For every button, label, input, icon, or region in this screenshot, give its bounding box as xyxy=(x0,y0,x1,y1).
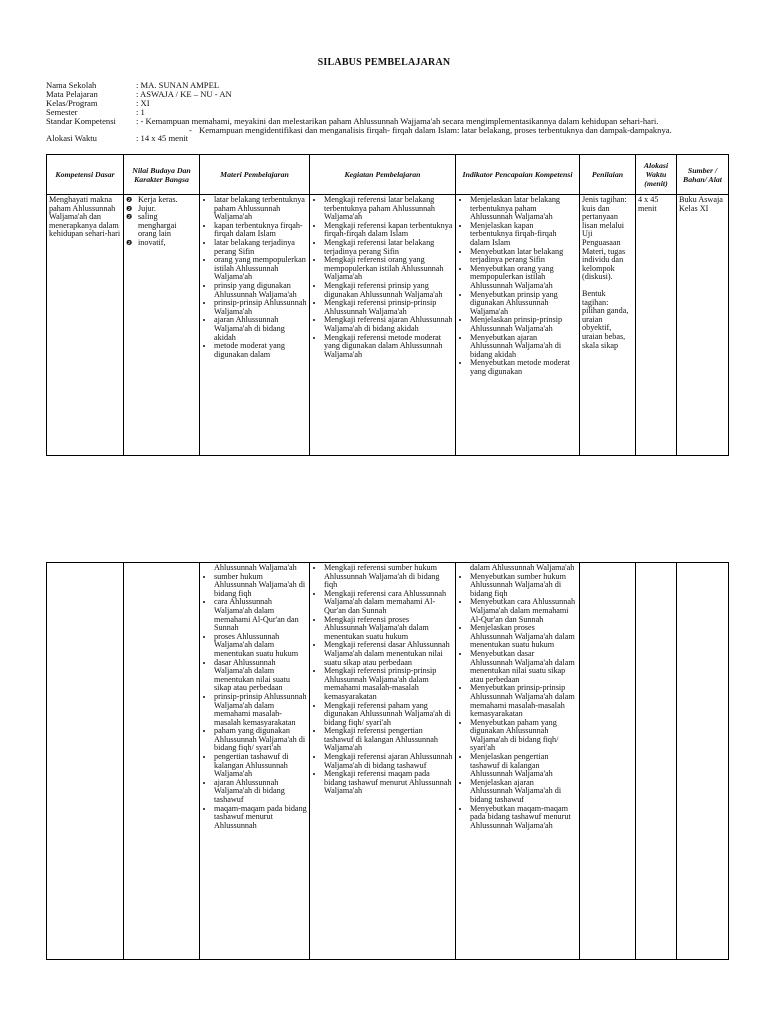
list-item: • ajaran Ahlussunnah Waljama'ah di bidang akidah xyxy=(214,316,307,342)
materi-list xyxy=(202,196,307,359)
list-item: • Menyebutkan prinsip yang digunakan Ahlussunnah Waljama'ah xyxy=(470,291,577,317)
list-item: • Menyebutkan sumber hukum Ahlussunnah Waljama'ah di bidang fiqh xyxy=(470,573,577,599)
list-item: • Mengkaji referensi orang yang mempopulerkan istilah Ahlussunnah Waljama'ah xyxy=(324,256,453,282)
list-item: • Menjelaskan latar belakang terbentuknya paham Ahlussunnah Waljama'ah xyxy=(470,196,577,222)
materi-lead: Ahlussunnah Waljama'ah xyxy=(214,563,297,572)
table-row xyxy=(47,563,729,960)
list-item: • latar belakang terbentuknya paham Ahlussunnah Waljama'ah xyxy=(214,196,307,222)
list-item: • prinsip-prinsip Ahlussunnah Waljama'ah xyxy=(214,299,307,316)
list-item: • Menyebutkan orang yang mempopulerkan istilah Ahlussunnah Waljama'ah xyxy=(470,265,577,291)
meta-value: : XI xyxy=(136,97,150,108)
list-item: • Mengkaji referensi latar belakang terbentuknya paham Ahlussunnah Waljama'ah xyxy=(324,196,453,222)
indikator-lead: dalam Ahlussunnah Waljama'ah xyxy=(470,563,575,572)
list-item: • Mengkaji referensi sumber hukum Ahlussunnah Waljama'ah di bidang fiqh xyxy=(324,564,453,590)
list-item: • Menyebutkan prinsip-prinsip Ahlussunnah Waljama'ah dalam memahami masalah-masalah kemasyarakatan xyxy=(470,684,577,718)
list-item: • Menjelaskan pengertian tashawuf di kalangan Ahlussunnah Waljama'ah xyxy=(470,753,577,779)
syllabus-table-page-2 xyxy=(46,562,729,960)
list-item: • Mengkaji referensi latar belakang terjadinya perang Sifin xyxy=(324,239,453,256)
list-item: • Mengkaji referensi dasar Ahlussunnah Waljama'ah dalam menentukan nilai suatu sikap atau perbedaan xyxy=(324,641,453,667)
list-item: • Menyebutkan cara Ahlussunnah Waljama'ah dalam memahami Al-Qur'an dan Sunnah xyxy=(470,598,577,624)
list-item: • prinsip yang digunakan Ahlussunnah Waljama'ah xyxy=(214,282,307,299)
list-item: • sumber hukum Ahlussunnah Waljama'ah di bidang fiqh xyxy=(214,573,307,599)
page-title: SILABUS PEMBELAJARAN xyxy=(317,57,451,68)
document-meta xyxy=(46,81,672,143)
nilai-cell xyxy=(124,563,200,960)
list-item: • kapan terbentuknya firqah-firqah dalam Islam xyxy=(214,222,307,239)
header-kompetensi: Kompetensi Dasar xyxy=(47,155,124,195)
list-item: • Mengkaji referensi paham yang digunakan Ahlussunnah Waljama'ah di bidang fiqh/ syari'ah xyxy=(324,702,453,728)
materi-cell xyxy=(200,563,310,960)
list-item: • ajaran Ahlussunnah Waljama'ah di bidang tashawuf xyxy=(214,779,307,805)
nilai-cell xyxy=(124,195,200,456)
meta-key: Semester xyxy=(46,106,78,117)
list-item: • pengertian tashawuf di kalangan Ahlussunnah Waljama'ah xyxy=(214,753,307,779)
meta-row-alokasi xyxy=(46,134,672,143)
list-item: • Mengkaji referensi prinsip yang digunakan Ahlussunnah Waljama'ah xyxy=(324,282,453,299)
bullet-icon: ❷ xyxy=(126,238,133,247)
indikator-list xyxy=(458,573,577,831)
list-item: • Menjelaskan proses Ahlussunnah Waljama'ah dalam menentukan suatu hukum xyxy=(470,624,577,650)
list-item: • Mengkaji referensi cara Ahlussunnah Waljama'ah dalam memahami Al-Qur'an dan Sunnah xyxy=(324,590,453,616)
header-materi: Materi Pembelajaran xyxy=(200,155,310,195)
meta-value: : - Kemampuan memahami, meyakini dan melestarikan paham Ahlussunnah Wajjama'ah secara mengimplementasikannya dalam kehidupan sehari-hari. xyxy=(136,115,659,126)
meta-key: Standar Kompetensi xyxy=(46,115,116,126)
list-item: • Mengkaji referensi prinsip-prinsip Ahlussunnah Waljama'ah xyxy=(324,299,453,316)
list-item: • dasar Ahlussunnah Waljama'ah dalam menentukan nilai suatu sikap atau perbedaan xyxy=(214,659,307,693)
list-item: • Menyebutkan metode moderat yang digunakan xyxy=(470,359,577,376)
penilaian-cell xyxy=(580,195,636,456)
alokasi-cell xyxy=(636,563,677,960)
dash-marker: - xyxy=(189,124,192,135)
list-item: • Menyebutkan dasar Ahlussunnah Waljama'ah dalam menentukan nilai suatu sikap atau perbedaan xyxy=(470,650,577,684)
sumber-cell: Buku Aswaja Kelas XI xyxy=(677,195,729,456)
meta-key: Alokasi Waktu xyxy=(46,133,97,144)
list-item: • Mengkaji referensi prinsip-prinsip Ahlussunnah Waljama'ah dalam memahami masalah-masalah kemasyarakatan xyxy=(324,667,453,701)
list-item: • Mengkaji referensi maqam pada bidang tashawuf menurut Ahlussunnah Waljama'ah xyxy=(324,770,453,796)
list-item: • Menyebutkan maqam-maqam pada bidang tashawuf menurut Ahlussunnah Waljama'ah xyxy=(470,805,577,831)
meta-value: : 1 xyxy=(136,106,145,117)
kompetensi-cell xyxy=(47,563,124,960)
list-item: • paham yang digunakan Ahlussunnah Waljama'ah di bidang fiqh/ syari'ah xyxy=(214,727,307,753)
indikator-cell xyxy=(456,563,580,960)
list-item: • cara Ahlussunnah Waljama'ah dalam memahami Al-Qur'an dan Sunnah xyxy=(214,598,307,632)
list-item: ❷ Jujur. xyxy=(126,203,156,213)
header-penilaian: Penilaian xyxy=(580,155,636,195)
materi-cell xyxy=(200,195,310,456)
list-item: • Menjelaskan kapan terbentuknya firqah-firqah dalam Islam xyxy=(470,222,577,248)
header-nilai: Nilai Budaya Dan Karakter Bangsa xyxy=(124,155,200,195)
list-item: • Menyebutkan ajaran Ahlussunnah Waljama'ah di bidang akidah xyxy=(470,334,577,360)
penilaian-jenis: Jenis tagihan: kuis dan pertanyaan lisan melalui Uji Penguasaan Materi, tugas individu dan kelompok (diskusi). xyxy=(582,195,627,282)
sumber-cell xyxy=(677,563,729,960)
bullet-icon: ❷ xyxy=(126,204,133,213)
meta-value: : ASWAJA / KE – NU - AN xyxy=(136,88,232,99)
kegiatan-list xyxy=(312,196,453,359)
meta-key: Kelas/Program xyxy=(46,97,98,108)
kegiatan-list xyxy=(312,564,453,796)
list-item: ❷ saling menghargai orang lain xyxy=(126,212,177,239)
list-item: • Mengkaji referensi proses Ahlussunnah Waljama'ah dalam menentukan suatu hukum xyxy=(324,616,453,642)
bullet-icon: ❷ xyxy=(126,213,133,222)
kegiatan-cell xyxy=(310,195,456,456)
penilaian-cell xyxy=(580,563,636,960)
meta-sk-second-text: Kemampuan mengidentifikasi dan menganalisis firqah- firqah dalam Islam: latar belakang, proses terbentuknya dan dampak-dampaknya. xyxy=(199,124,672,135)
list-item: • metode moderat yang digunakan dalam xyxy=(214,342,307,359)
list-item: ❷ inovatif, xyxy=(126,237,166,247)
list-item: • Mengkaji referensi metode moderat yang digunakan dalam Ahlussunnah Waljama'ah xyxy=(324,334,453,360)
list-item: • prinsip-prinsip Ahlussunnah Waljama'ah dalam memahami masalah-masalah kemasyarakatan xyxy=(214,693,307,727)
list-item: • Menyebutkan latar belakang terjadinya perang Sifin xyxy=(470,248,577,265)
header-sumber: Sumber / Bahan/ Alat xyxy=(677,155,729,195)
list-item: • maqam-maqam pada bidang tashawuf menurut Ahlussunnah xyxy=(214,805,307,831)
header-row xyxy=(47,155,729,195)
list-item: • Mengkaji referensi kapan terbentuknya firqah-firqah dalam Islam xyxy=(324,222,453,239)
list-item: • orang yang mempopulerkan istilah Ahlussunnah Waljama'ah xyxy=(214,256,307,282)
alokasi-cell: 4 x 45 menit xyxy=(636,195,677,456)
list-item: • Mengkaji referensi ajaran Ahlussunnah Waljama'ah di bidang akidah xyxy=(324,316,453,333)
list-item: • Mengkaji referensi ajaran Ahlussunnah Waljama'ah di bidang tashawuf xyxy=(324,753,453,770)
list-item: • proses Ahlussunnah Waljama'ah dalam menentukan suatu hukum xyxy=(214,633,307,659)
header-kegiatan: Kegiatan Pembelajaran xyxy=(310,155,456,195)
meta-value: : MA. SUNAN AMPEL xyxy=(136,80,220,90)
meta-key: Nama Sekolah xyxy=(46,80,97,90)
header-indikator: Indikator Pencapaian Kompetensi xyxy=(456,155,580,195)
bullet-icon: ❷ xyxy=(126,196,133,204)
header-alokasi: Alokasi Waktu (menit) xyxy=(636,155,677,195)
list-item: • Menjelaskan prinsip-prinsip Ahlussunnah Waljama'ah xyxy=(470,316,577,333)
nilai-list xyxy=(126,196,197,248)
list-item: • Menjelaskan ajaran Ahlussunnah Waljama'ah di bidang tashawuf xyxy=(470,779,577,805)
list-item: • Menyebutkan paham yang digunakan Ahlussunnah Waljama'ah di bidang fiqh/ syari'ah xyxy=(470,719,577,753)
kegiatan-cell xyxy=(310,563,456,960)
list-item: • Mengkaji referensi pengertian tashawuf di kalangan Ahlussunnah Waljama'ah xyxy=(324,727,453,753)
meta-value: : 14 x 45 menit xyxy=(136,133,189,144)
indikator-cell xyxy=(456,195,580,456)
kompetensi-cell: Menghayati makna paham Ahlussunnah Waljama'ah dan menerapkanya dalam kehidupan sehari-hari xyxy=(47,195,124,456)
list-item: • latar belakang terjadinya perang Sifin xyxy=(214,239,307,256)
penilaian-bentuk: Bentuk tagihan: pilihan ganda, uraian obyektif, uraian bebas, skala sikap xyxy=(582,288,629,350)
materi-list xyxy=(202,573,307,831)
list-item: ❷ Kerja keras. xyxy=(126,195,178,204)
indikator-list xyxy=(458,196,577,376)
syllabus-table-page-1 xyxy=(46,154,729,456)
table-row xyxy=(47,195,729,456)
meta-key: Mata Pelajaran xyxy=(46,88,98,99)
